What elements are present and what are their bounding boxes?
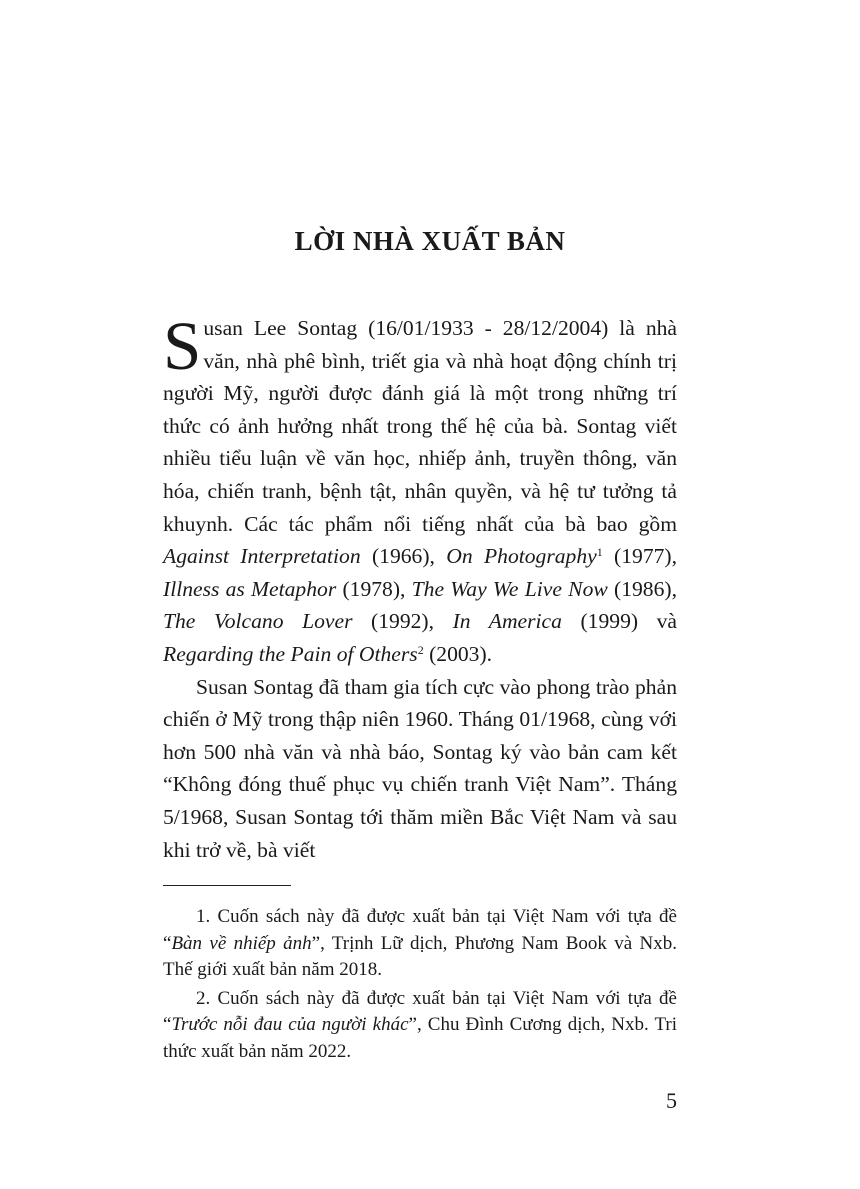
footnote-2	[163, 986, 677, 1066]
footnotes	[163, 904, 677, 1068]
paragraph-1-text-b: (1966),	[360, 544, 447, 569]
paragraph-1-text-h: (2003).	[423, 641, 493, 666]
footnote-ref-1[interactable]: 1	[596, 545, 603, 560]
footnote-1	[163, 904, 677, 984]
work-title: Illness as Metaphor	[163, 576, 337, 601]
paragraph-1-text-f: (1992),	[352, 609, 453, 634]
page-number: 5	[666, 1088, 677, 1113]
drop-cap: S	[163, 308, 202, 384]
paragraph-1-text-e: (1986),	[607, 576, 677, 601]
page-title: LỜI NHÀ XUẤT BẢN	[294, 226, 566, 256]
footnote-2-title: Trước nỗi đau của người khác	[171, 1014, 409, 1036]
footnote-divider	[163, 885, 291, 886]
paragraph-1-text-d: (1978),	[336, 576, 412, 601]
footnote-ref-2[interactable]: 2	[417, 642, 424, 657]
paragraph-1	[163, 308, 678, 671]
paragraph-1-text-c: (1977),	[602, 544, 678, 569]
work-title: In America	[452, 609, 562, 634]
work-title: Regarding the Pain of Others	[163, 641, 418, 666]
paragraph-1-text-g: (1999) và	[561, 609, 678, 634]
footnote-1-post: ”, Trịnh Lữ dịch, Phương Nam Book và Nxb. Thế giới xuất bản năm 2018.	[163, 932, 678, 981]
footnote-1-title: Bàn về nhiếp ảnh	[171, 932, 312, 954]
work-title: On Photography	[446, 544, 597, 569]
footnote-2-pre: 2. Cuốn sách này đã được xuất bản tại Việt Nam với tựa đề “	[163, 987, 677, 1036]
paragraph-1-text-a: usan Lee Sontag (16/01/1933 - 28/12/2004) là nhà văn, nhà phê bình, triết gia và nhà hoạt động chính trị người Mỹ, người được đánh giá là một trong những trí thức có ảnh hưởng nhất trong thế hệ của bà. Sontag viết nhiều tiểu luận về văn học, nhiếp ảnh, truyền thông, văn hóa, chiến tranh, bệnh tật, nhân quyền, và hệ tư tưởng tả khuynh. Các tác phẩm nổi tiếng nhất của bà bao gồm	[163, 316, 677, 536]
footnote-1-pre: 1. Cuốn sách này đã được xuất bản tại Việt Nam với tựa đề “	[163, 906, 677, 954]
work-title: Against Interpretation	[163, 544, 361, 569]
paragraph-2: Susan Sontag đã tham gia tích cực vào phong trào phản chiến ở Mỹ trong thập niên 1960. Tháng 01/1968, cùng với hơn 500 nhà văn và nhà báo, Sontag ký vào bản cam kết “Không đóng thuế phục vụ chiến tranh Việt Nam”. Tháng 5/1968, Susan Sontag tới thăm miền Bắc Việt Nam và sau khi trở về, bà viết	[163, 674, 677, 862]
work-title: The Volcano Lover	[163, 609, 353, 634]
work-title: The Way We Live Now	[411, 576, 608, 601]
footnote-2-post: ”, Chu Đình Cương dịch, Nxb. Tri thức xuất bản năm 2022.	[163, 1014, 677, 1062]
body-text	[163, 308, 678, 866]
